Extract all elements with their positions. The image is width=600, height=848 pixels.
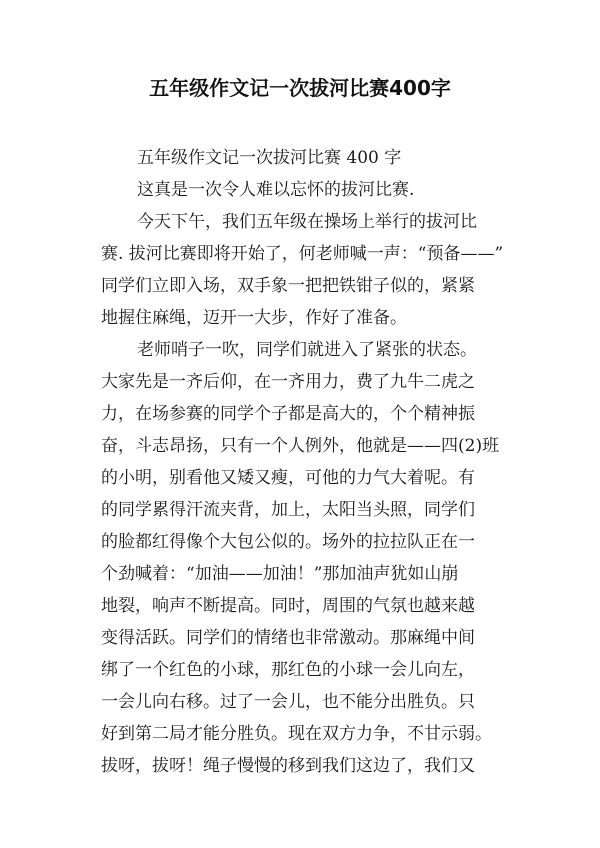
document-title: 五年级作文记一次拔河比赛400字 (149, 76, 451, 100)
body-line: 绑了一个红色的小球，那红色的小球一会儿向左， (101, 660, 475, 680)
body-line: 个劲喊着：“加油——加油！”那加油声犹如山崩 (101, 564, 459, 584)
body-line: 大家先是一齐后仰，在一齐用力，费了九牛二虎之 (101, 372, 475, 392)
body-line: 奋，斗志昂扬，只有一个人例外，他就是——四(2)班 (101, 436, 500, 456)
body-line: 这真是一次令人难以忘怀的拔河比赛. (137, 180, 415, 200)
body-line: 一会儿向右移。过了一会儿，也不能分出胜负。只 (101, 692, 475, 712)
body-line: 力，在场参赛的同学个子都是高大的，个个精神振 (101, 404, 475, 424)
body-line: 的小明，别看他又矮又瘦，可他的力气大着呢。有 (101, 468, 475, 488)
body-line: 变得活跃。同学们的情绪也非常激动。那麻绳中间 (101, 628, 475, 648)
body-line: 好到第二局才能分胜负。现在双方力争，不甘示弱。 (101, 724, 492, 744)
body-line: 同学们立即入场，双手象一把把铁钳子似的，紧紧 (101, 276, 475, 296)
body-line: 五年级作文记一次拔河比赛 400 字 (137, 148, 402, 168)
body-line: 拔呀，拔呀！绳子慢慢的移到我们这边了，我们又 (101, 756, 475, 776)
body-line: 今天下午，我们五年级在操场上举行的拔河比 (137, 212, 477, 232)
body-line: 的同学累得汗流夹背，加上，太阳当头照，同学们 (101, 500, 475, 520)
body-line: 的脸都红得像个大包公似的。场外的拉拉队正在一 (101, 532, 475, 552)
body-line: 地握住麻绳，迈开一大步，作好了准备。 (101, 308, 407, 328)
body-line: 地裂，响声不断提高。同时，周围的气氛也越来越 (101, 596, 475, 616)
body-line: 老师哨子一吹，同学们就进入了紧张的状态。 (137, 340, 477, 360)
body-line: 赛. 拔河比赛即将开始了，何老师喊一声：“预备——” (101, 244, 504, 264)
